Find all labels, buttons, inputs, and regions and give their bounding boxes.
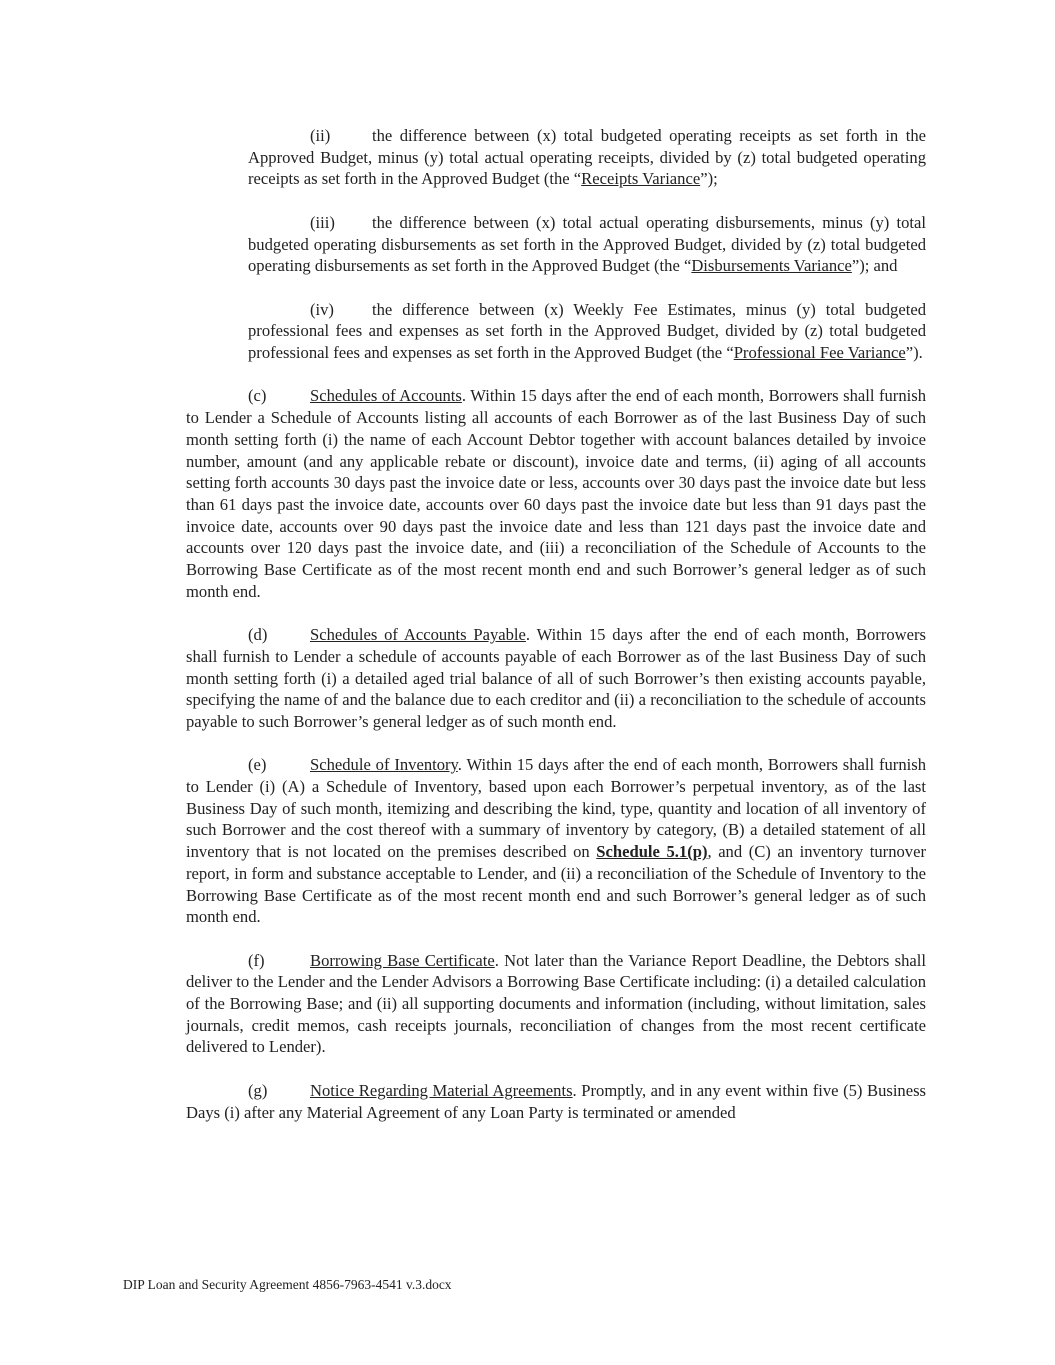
section-body: . Within 15 days after the end of each month, Borrowers shall furnish to Lender a Schedule of Accounts listing all accounts of each Borrower as of the last Business Day of such month setting forth (i) the name of each Account Debtor together with account balances detailed by invoice number, amount (and any applicable rebate or discount), invoice date and terms, (ii) aging of all accounts setting forth accounts 30 days past the invoice date or less, accounts over 30 days past the invoice date but less than 61 days past the invoice date, accounts over 60 days past the invoice date but less than 91 days past the invoice date, accounts over 90 days past the invoice date and less than 121 days past the invoice date and accounts over 120 days past the invoice date, and (iii) a reconciliation of the Schedule of Accounts to the Borrowing Base Certificate as of the most recent month end and such Borrower’s general ledger as of such month end. [186,386,926,601]
clause-text: the difference between (x) total budgeted operating receipts as set forth in the Approved Budget, minus (y) total actual operating receipts, divided by (z) total budgeted operating receipts as set forth in the Approved Budget (the “ [248,126,926,189]
clause-text: the difference between (x) total actual operating disbursements, minus (y) total budgeted operating disbursements as set forth in the Approved Budget, divided by (z) total budgeted operating disbursements as set forth in the Approved Budget (the “ [248,212,926,276]
clause-number: (iv) [310,299,334,319]
section-number: (f) [248,950,265,970]
section-heading: Schedules of Accounts [310,386,462,406]
section-heading: Notice Regarding Material Agreements [310,1080,573,1100]
defined-term: Receipts Variance [581,169,701,189]
clause-ii [248,125,926,190]
defined-term: Disbursements Variance [691,256,852,276]
section-body-end: , and (C) an inventory turnover report, in form and substance acceptable to Lender, and (ii) a reconciliation of the Schedule of Inventory to the Borrowing Base Certificate as of the most recent month end and such Borrower’s general ledger as of such month end. [186,842,926,927]
section-body: . Within 15 days after the end of each month, Borrowers shall furnish to Lender a schedule of accounts payable of each Borrower as of the last Business Day of such month setting forth (i) a detailed aged trial balance of all of such Borrower’s then existing accounts payable, specifying the name of and the balance due to each creditor and (ii) a reconciliation to the schedule of accounts payable to such Borrower’s general ledger as of such month end. [186,625,926,731]
section-number: (g) [248,1080,268,1100]
section-body: . Not later than the Variance Report Deadline, the Debtors shall deliver to the Lender and the Lender Advisors a Borrowing Base Certificate including: (i) a detailed calculation of the Borrowing Base; and (ii) all supporting documents and information (including, without limitation, sales journals, credit memos, cash receipts journals, reconciliation of changes from the most recent certificate delivered to Lender). [186,950,927,1057]
schedule-reference: Schedule 5.1(p) [596,842,708,862]
clause-iii [248,212,926,277]
section-number: (c) [248,386,267,406]
section-number: (e) [248,755,267,775]
section-body: . Promptly, and in any event within five (5) Business Days (i) after any Material Agreement of any Loan Party is terminated or amended [186,1080,927,1122]
defined-term: Professional Fee Variance [733,343,906,362]
clause-text-end: ”); and [851,256,898,276]
section-heading: Schedules of Accounts Payable [310,625,526,645]
clause-number: (ii) [310,126,331,145]
section-number: (d) [248,625,268,645]
clause-number: (iii) [310,212,335,232]
document-body [186,125,926,1145]
clause-text-end: ”). [905,343,923,362]
clause-iv [248,299,926,364]
clause-text-end: ”); [700,169,718,189]
section-e [186,754,926,928]
section-heading: Schedule of Inventory [310,755,458,775]
section-c [186,385,926,602]
section-d [186,624,926,733]
section-body: . Within 15 days after the end of each month, Borrowers shall furnish to Lender (i) (A) a Schedule of Inventory, based upon each Borrower’s perpetual inventory, as of the last Business Day of such month, itemizing and describing the kind, type, quantity and location of all inventory of such Borrower and the cost thereof with a summary of inventory by category, (B) a detailed statement of all inventory that is not located on the premises described on [186,755,926,862]
clause-text: the difference between (x) Weekly Fee Estimates, minus (y) total budgeted professional fees and expenses as set forth in the Approved Budget, divided by (z) total budgeted professional fees and expenses as set forth in the Approved Budget (the “ [248,299,926,362]
section-g [186,1080,926,1123]
section-f [186,950,926,1059]
document-footer: DIP Loan and Security Agreement 4856-7963-4541 v.3.docx [123,1277,452,1292]
section-heading: Borrowing Base Certificate [310,950,495,970]
